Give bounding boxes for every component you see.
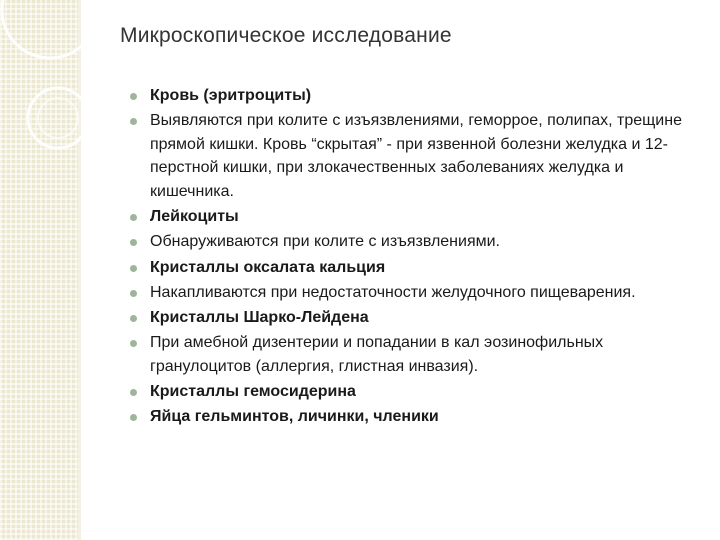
list-item bbox=[130, 230, 695, 254]
list-item-text: Яйца гельминтов, личинки, членики bbox=[150, 408, 439, 426]
bullet-dot-icon bbox=[130, 265, 137, 272]
list-item bbox=[130, 109, 695, 203]
list-item-text: Обнаруживаются при колите с изъязвлениями. bbox=[150, 233, 500, 251]
list-item bbox=[130, 256, 695, 280]
bullet-dot-icon bbox=[130, 290, 137, 297]
list-item bbox=[130, 84, 695, 108]
bullet-list bbox=[130, 84, 695, 430]
list-item-text: Лейкоциты bbox=[150, 208, 239, 226]
list-item bbox=[130, 205, 695, 229]
list-item-text: Кристаллы Шарко-Лейдена bbox=[150, 308, 369, 326]
list-item-text: Кристаллы оксалата кальция bbox=[150, 258, 386, 276]
bullet-dot-icon bbox=[130, 93, 137, 100]
list-item bbox=[130, 405, 695, 429]
list-item bbox=[130, 380, 695, 404]
list-item-text: Выявляются при колите с изъязвлениями, геморрое, полипах, трещине прямой кишки. Кровь “скрытая” - при язвенной болезни желудка и 12-перстной кишки, при злокачественных заболеваниях желудка и кишечника. bbox=[150, 112, 682, 200]
bullet-dot-icon bbox=[130, 340, 137, 347]
bullet-dot-icon bbox=[130, 214, 137, 221]
bullet-dot-icon bbox=[130, 239, 137, 246]
bullet-dot-icon bbox=[130, 389, 137, 396]
bullet-dot-icon bbox=[130, 414, 137, 421]
list-item bbox=[130, 331, 695, 378]
bullet-dot-icon bbox=[130, 118, 137, 125]
decorative-rings-icon bbox=[0, 0, 120, 220]
page-title: Микроскопическое исследование bbox=[120, 24, 452, 47]
list-item-text: Накапливаются при недостаточности желудочного пищеварения. bbox=[150, 283, 636, 301]
list-item bbox=[130, 281, 695, 305]
list-item-text: Кровь (эритроциты) bbox=[150, 87, 312, 104]
list-item bbox=[130, 306, 695, 330]
bullet-dot-icon bbox=[130, 315, 137, 322]
list-item-text: При амебной дизентерии и попадании в кал эозинофильных гранулоцитов (аллергия, глистная инвазия). bbox=[150, 334, 604, 375]
list-item-text: Кристаллы гемосидерина bbox=[150, 382, 356, 400]
